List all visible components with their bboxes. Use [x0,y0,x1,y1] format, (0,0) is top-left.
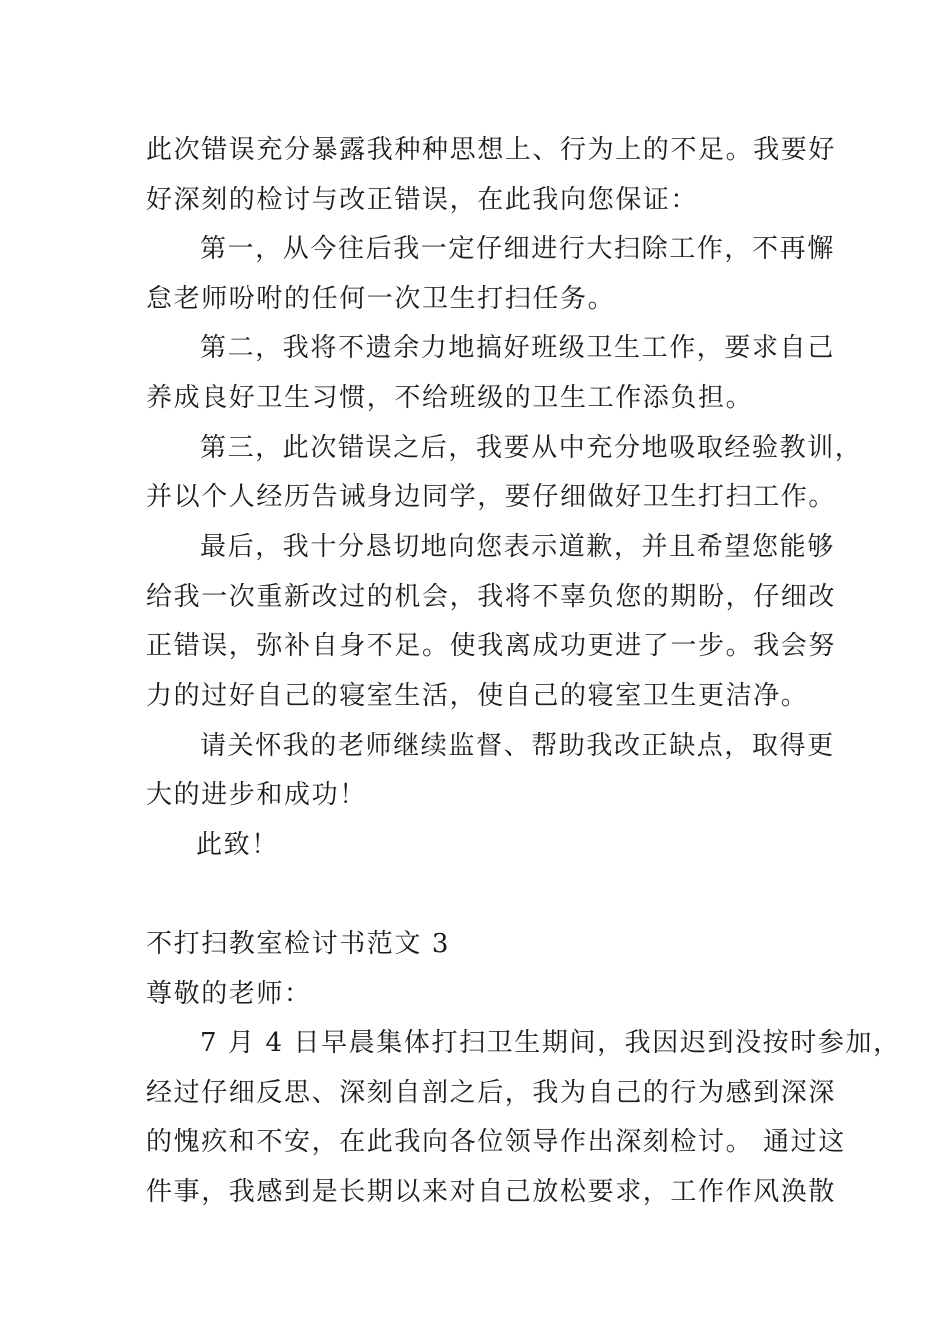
paragraph-line: 请关怀我的老师继续监督、帮助我改正缺点，取得更 [200,731,835,761]
paragraph-line: 怠老师吩咐的任何一次卫生打扫任务。 [146,284,616,314]
paragraph-line: 正错误，弥补自身不足。使我离成功更进了一步。我会努 [146,631,837,661]
closing-line: 此致！ [196,830,279,860]
paragraph-line: 第三，此次错误之后，我要从中充分地吸取经验教训， [200,433,863,463]
paragraph-line: 养成良好卫生习惯，不给班级的卫生工作添负担。 [146,383,754,413]
paragraph-line: 此次错误充分暴露我种种思想上、行为上的不足。我要好 [146,135,837,165]
paragraph-line: 第一，从今往后我一定仔细进行大扫除工作，不再懈 [200,234,835,264]
paragraph-line: 大的进步和成功！ [146,780,367,810]
salutation: 尊敬的老师： [146,979,312,1009]
paragraph-line: 经过仔细反思、深刻自剖之后，我为自己的行为感到深深 [146,1078,837,1108]
paragraph-line: 7 月 4 日早晨集体打扫卫生期间，我因迟到没按时参加， [200,1028,901,1058]
section-title: 不打扫教室检讨书范文 3 [146,929,451,959]
paragraph-line: 最后，我十分恳切地向您表示道歉，并且希望您能够 [200,532,835,562]
paragraph-line: 第二，我将不遗余力地搞好班级卫生工作，要求自己 [200,333,835,363]
paragraph-line: 并以个人经历告诫身边同学，要仔细做好卫生打扫工作。 [146,482,837,512]
paragraph-line: 力的过好自己的寝室生活，使自己的寝室卫生更洁净。 [146,681,809,711]
paragraph-line: 给我一次重新改过的机会，我将不辜负您的期盼，仔细改 [146,582,837,612]
paragraph-line: 好深刻的检讨与改正错误，在此我向您保证： [146,185,699,215]
paragraph-line: 件事，我感到是长期以来对自己放松要求，工作作风涣散 [146,1177,837,1207]
paragraph-line: 的愧疚和不安，在此我向各位领导作出深刻检讨。 通过这 [146,1127,846,1157]
